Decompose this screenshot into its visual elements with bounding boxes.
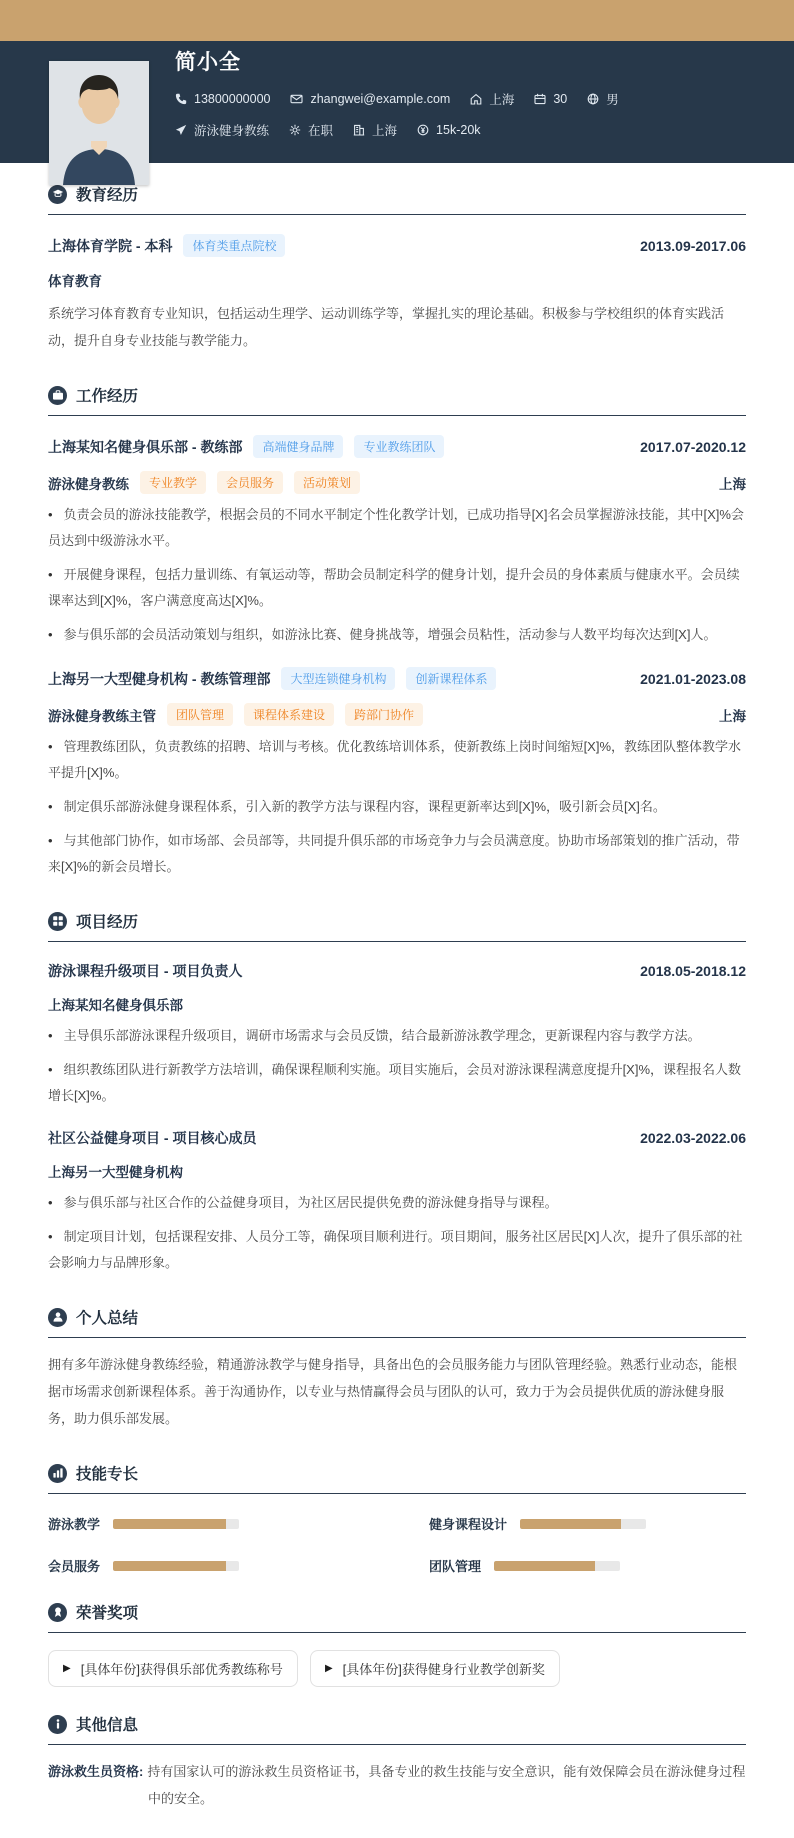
honor-cards — [48, 1650, 746, 1687]
project-date: 2018.05-2018.12 — [640, 963, 746, 980]
section-other — [48, 1713, 746, 1812]
phone-icon — [175, 93, 187, 105]
graduation-cap-icon — [48, 185, 67, 204]
education-date: 2013.09-2017.06 — [640, 237, 746, 254]
work-entry-header — [48, 667, 746, 690]
work-location: 上海 — [719, 708, 746, 724]
company-tag: 创新课程体系 — [406, 667, 496, 690]
section-rule — [48, 1744, 746, 1745]
position-item — [175, 121, 269, 139]
projects-section-header — [48, 910, 746, 932]
briefcase-icon — [48, 386, 67, 405]
gender-icon — [587, 93, 599, 105]
section-title: 工作经历 — [76, 388, 139, 406]
education-section-header — [48, 183, 746, 205]
honor-text: [具体年份]获得健身行业教学创新奖 — [342, 1662, 545, 1678]
summary-section-header — [48, 1306, 746, 1328]
project-entry-header — [48, 1128, 746, 1148]
position-tag: 会员服务 — [217, 471, 283, 494]
project-bullet: • 制定项目计划，包括课程安排、人员分工等，确保项目顺利进行。项目期间，服务社区居民[X]人次，提升了俱乐部的社会影响力与品牌形象。 — [48, 1224, 746, 1276]
section-rule — [48, 1493, 746, 1494]
project-bullet: • 主导俱乐部游泳课程升级项目，调研市场需求与会员反馈，结合最新游泳教学理念，更新课程内容与教学方法。 — [48, 1023, 746, 1049]
position-icon — [175, 124, 187, 136]
email-item — [290, 92, 450, 106]
candidate-name: 简小全 — [175, 51, 241, 74]
skill-bar — [494, 1561, 620, 1571]
grid-icon — [48, 912, 67, 931]
status-value: 在职 — [308, 124, 334, 138]
home-item — [470, 90, 514, 108]
city-value: 上海 — [372, 124, 398, 138]
project-name: 社区公益健身项目 - 项目核心成员 — [48, 1130, 257, 1147]
salary-icon — [417, 124, 429, 136]
resume-body — [0, 183, 794, 1838]
gender-value: 男 — [606, 93, 619, 107]
profile-photo-placeholder — [49, 61, 149, 185]
skill-item — [48, 1556, 365, 1575]
home-icon — [470, 93, 482, 105]
company-tag: 高端健身品牌 — [253, 435, 343, 458]
company-name: 上海另一大型健身机构 - 教练管理部 — [48, 670, 271, 687]
section-title: 技能专长 — [76, 1466, 139, 1484]
email-icon — [290, 93, 303, 105]
person-icon — [48, 1308, 67, 1327]
medal-icon — [48, 1603, 67, 1622]
section-honors — [48, 1601, 746, 1687]
company-tag: 专业教练团队 — [354, 435, 444, 458]
age-icon — [534, 93, 546, 105]
honor-card — [48, 1650, 298, 1687]
work-date: 2021.01-2023.08 — [640, 670, 746, 687]
project-entry — [48, 961, 746, 1109]
skill-bar-fill — [113, 1519, 226, 1529]
resume-header — [0, 41, 794, 163]
section-title: 个人总结 — [76, 1310, 139, 1328]
skill-name: 会员服务 — [48, 1559, 101, 1575]
position-tag: 活动策划 — [294, 471, 360, 494]
work-bullet: • 制定俱乐部游泳健身课程体系，引入新的教学方法与课程内容，课程更新率达到[X]%，吸引新会员[X]名。 — [48, 794, 746, 820]
section-title: 荣誉奖项 — [76, 1605, 139, 1623]
age-value: 30 — [553, 92, 568, 106]
project-org: 上海另一大型健身机构 — [48, 1165, 183, 1181]
section-rule — [48, 1632, 746, 1633]
work-entry — [48, 667, 746, 880]
skill-name: 团队管理 — [429, 1559, 482, 1575]
bar-chart-icon — [48, 1464, 67, 1483]
project-bullet: • 参与俱乐部与社区合作的公益健身项目，为社区居民提供免费的游泳健身指导与课程。 — [48, 1190, 746, 1216]
skills-grid — [48, 1514, 746, 1575]
contact-row-1 — [175, 90, 746, 108]
gender-item — [587, 90, 619, 108]
section-work — [48, 384, 746, 880]
skill-item — [48, 1514, 365, 1533]
home-city-value: 上海 — [489, 93, 515, 107]
section-rule — [48, 415, 746, 416]
status-item — [289, 121, 333, 139]
section-projects — [48, 910, 746, 1276]
section-rule — [48, 941, 746, 942]
section-title: 其他信息 — [76, 1717, 139, 1735]
city-building-icon — [353, 124, 365, 136]
section-rule — [48, 1337, 746, 1338]
info-icon — [48, 1715, 67, 1734]
section-title: 项目经历 — [76, 914, 139, 932]
work-location: 上海 — [719, 476, 746, 492]
skill-bar — [520, 1519, 646, 1529]
other-info-text: 持有国家认可的游泳救生员资格证书，具备专业的救生技能与安全意识，能有效保障会员在游泳健身过程中的安全。 — [147, 1764, 746, 1806]
project-name: 游泳课程升级项目 - 项目负责人 — [48, 963, 243, 980]
position-tag: 专业教学 — [140, 471, 206, 494]
company-name: 上海某知名健身俱乐部 - 教练部 — [48, 438, 243, 455]
work-bullet: • 管理教练团队，负责教练的招聘、培训与考核。优化教练培训体系，使新教练上岗时间缩短[X]%，教练团队整体教学水平提升[X]%。 — [48, 734, 746, 786]
position-title: 游泳健身教练 — [48, 476, 129, 492]
skill-bar — [113, 1519, 239, 1529]
school-tag: 体育类重点院校 — [183, 234, 285, 257]
phone-item — [175, 92, 270, 106]
work-section-header — [48, 384, 746, 406]
section-skills — [48, 1462, 746, 1575]
project-bullet: • 组织教练团队进行新教学方法培训，确保课程顺利实施。项目实施后，会员对游泳课程满意度提升[X]%，课程报名人数增长[X]%。 — [48, 1057, 746, 1109]
other-info-label: 游泳救生员资格: — [48, 1764, 144, 1780]
play-triangle-icon: ▶ — [324, 1662, 333, 1674]
position-tag: 跨部门协作 — [345, 703, 423, 726]
skill-item — [429, 1514, 746, 1533]
work-bullet: • 开展健身课程，包括力量训练、有氧运动等，帮助会员制定科学的健身计划，提升会员的身体素质与健康水平。会员续课率达到[X]%，客户满意度高达[X]%。 — [48, 562, 746, 614]
contact-row-2 — [175, 121, 746, 139]
education-description: 系统学习体育教育专业知识，包括运动生理学、运动训练学等，掌握扎实的理论基础。积极参与学校组织的体育实践活动，提升自身专业技能与教学能力。 — [48, 306, 725, 348]
work-bullet: • 负责会员的游泳技能教学，根据会员的不同水平制定个性化教学计划，已成功指导[X]名会员掌握游泳技能，其中[X]%会员达到中级游泳水平。 — [48, 502, 746, 554]
project-entry-header — [48, 961, 746, 981]
work-position-row — [48, 471, 746, 494]
section-title: 教育经历 — [76, 187, 139, 204]
position-tag: 课程体系建设 — [244, 703, 334, 726]
work-bullet: • 参与俱乐部的会员活动策划与组织，如游泳比赛、健身挑战等，增强会员粘性，活动参与人数平均每次达到[X]人。 — [48, 622, 746, 648]
project-entry — [48, 1128, 746, 1276]
play-triangle-icon: ▶ — [63, 1662, 71, 1674]
position-title: 游泳健身教练主管 — [48, 708, 156, 724]
work-bullet: • 与其他部门协作，如市场部、会员部等，共同提升俱乐部的市场竞争力与会员满意度。协助市场部策划的推广活动，带来[X]%的新会员增长。 — [48, 828, 746, 880]
section-education — [48, 183, 746, 354]
work-entry — [48, 435, 746, 648]
position-tag: 团队管理 — [167, 703, 233, 726]
email-value: zhangwei@example.com — [310, 92, 451, 106]
position-value: 游泳健身教练 — [194, 124, 270, 138]
honors-section-header — [48, 1601, 746, 1623]
skill-bar-fill — [494, 1561, 595, 1571]
section-summary — [48, 1306, 746, 1432]
other-info-item — [48, 1759, 746, 1812]
project-date: 2022.03-2022.06 — [640, 1130, 746, 1147]
header-accent-strip — [0, 0, 794, 41]
skill-bar — [113, 1561, 239, 1571]
company-tag: 大型连锁健身机构 — [281, 667, 395, 690]
age-item — [534, 92, 567, 106]
phone-value: 13800000000 — [194, 92, 271, 106]
project-org: 上海某知名健身俱乐部 — [48, 998, 183, 1014]
salary-item — [417, 123, 480, 137]
skill-name: 游泳教学 — [48, 1517, 101, 1533]
skill-item — [429, 1556, 746, 1575]
section-rule — [48, 214, 746, 215]
school-name: 上海体育学院 - 本科 — [48, 237, 173, 254]
work-position-row — [48, 703, 746, 726]
work-entry-header — [48, 435, 746, 458]
education-entry-header — [48, 234, 746, 257]
skill-name: 健身课程设计 — [429, 1517, 508, 1533]
honor-text: [具体年份]获得俱乐部优秀教练称号 — [80, 1662, 283, 1678]
summary-text: 拥有多年游泳健身教练经验，精通游泳教学与健身指导，具备出色的会员服务能力与团队管理经验。熟悉行业动态，能根据市场需求创新课程体系。善于沟通协作，以专业与热情赢得会员与团队的认可，致力于为会员提供优质的游泳健身服务，助力俱乐部发展。 — [48, 1357, 738, 1426]
skill-bar-fill — [113, 1561, 226, 1571]
city-item — [353, 121, 397, 139]
profile-photo — [49, 61, 149, 185]
other-section-header — [48, 1713, 746, 1735]
work-date: 2017.07-2020.12 — [640, 438, 746, 455]
major-name: 体育教育 — [48, 274, 102, 289]
salary-value: 15k-20k — [436, 123, 481, 137]
skills-section-header — [48, 1462, 746, 1484]
skill-bar-fill — [520, 1519, 621, 1529]
honor-card — [310, 1650, 560, 1687]
status-gear-icon — [289, 124, 301, 136]
